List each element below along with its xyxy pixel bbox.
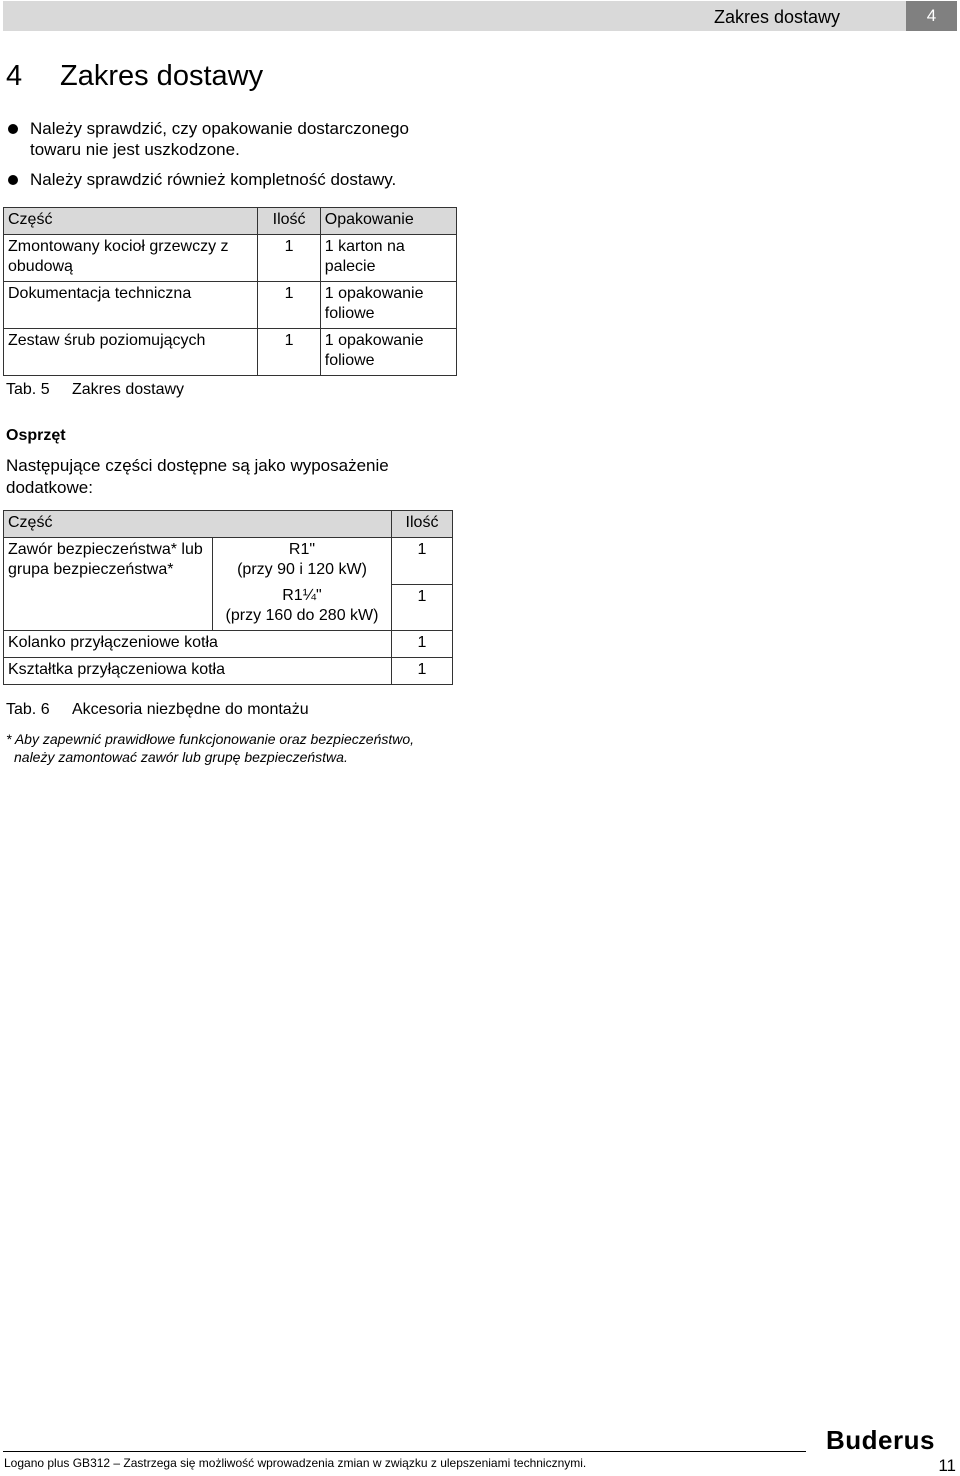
cell-part: Zawór bezpieczeństwa* lub grupa bezpieczeństwa* (4, 538, 213, 631)
cell-variant (213, 538, 392, 585)
section-subtitle: Osprzęt (6, 427, 66, 444)
footer-text: Logano plus GB312 – Zastrzega się możliwość wprowadzenia zmian w związku z ulepszeniami technicznymi. (4, 1456, 587, 1470)
bullet-item: Należy sprawdzić również kompletność dostawy. (6, 169, 460, 190)
table-header-row (4, 511, 453, 538)
bullet-list (6, 118, 460, 199)
cell-qty: 1 (392, 658, 453, 685)
chapter-number: 4 (906, 1, 957, 31)
page-title (6, 60, 263, 93)
header-bar (3, 1, 906, 31)
cell-part: Dokumentacja techniczna (4, 282, 258, 329)
heading-text: Zakres dostawy (60, 60, 264, 92)
bullet-item: Należy sprawdzić, czy opakowanie dostarczonego towaru nie jest uszkodzone. (6, 118, 460, 160)
cell-variant (213, 584, 392, 631)
table-row (4, 282, 457, 329)
cell-part: Kolanko przyłączeniowe kotła (4, 631, 392, 658)
page-number: 11 (938, 1456, 956, 1475)
heading-number: 4 (6, 60, 23, 92)
cell-qty: 1 (392, 584, 453, 631)
table-row (4, 538, 453, 585)
cell-qty: 1 (258, 235, 320, 282)
variant-size: R1¼" (282, 587, 322, 604)
cell-pack: 1 karton na palecie (320, 235, 456, 282)
header-cell-part: Część (4, 511, 392, 538)
table-caption (6, 701, 309, 719)
header-title: Zakres dostawy (713, 7, 840, 27)
header-cell-qty: Ilość (392, 511, 453, 538)
table-header-row (4, 208, 457, 235)
brand-logo: Buderus (826, 1425, 935, 1455)
cell-pack: 1 opakowanie foliowe (320, 282, 456, 329)
intro-paragraph: Następujące części dostępne są jako wyposażenie dodatkowe: (6, 456, 389, 497)
cell-part: Zmontowany kocioł grzewczy z obudową (4, 235, 258, 282)
cell-part: Kształtka przyłączeniowa kotła (4, 658, 392, 685)
delivery-table (3, 207, 457, 376)
cell-pack: 1 opakowanie foliowe (320, 329, 456, 376)
header-cell-part: Część (4, 208, 258, 235)
variant-range: (przy 90 i 120 kW) (237, 561, 367, 578)
footnote-line: * Aby zapewnić prawidłowe funkcjonowanie oraz bezpieczeństwo, (6, 731, 415, 747)
caption-text: Akcesoria niezbędne do montażu (72, 701, 309, 718)
footnote (6, 730, 414, 766)
cell-qty: 1 (392, 538, 453, 585)
caption-text: Zakres dostawy (72, 381, 185, 398)
cell-part: Zestaw śrub poziomujących (4, 329, 258, 376)
header-cell-pack: Opakowanie (320, 208, 456, 235)
table-row (4, 235, 457, 282)
table-row (4, 658, 453, 685)
accessories-table (3, 510, 453, 685)
caption-label: Tab. 6 (6, 701, 50, 718)
table-row (4, 329, 457, 376)
cell-qty: 1 (392, 631, 453, 658)
table-caption (6, 381, 184, 399)
header-cell-qty: Ilość (258, 208, 320, 235)
variant-size: R1" (288, 541, 316, 558)
footnote-line: należy zamontować zawór lub grupę bezpieczeństwa. (14, 749, 348, 765)
footer-divider (3, 1451, 806, 1452)
cell-qty: 1 (258, 329, 320, 376)
cell-qty: 1 (258, 282, 320, 329)
table-row (4, 631, 453, 658)
variant-range: (przy 160 do 280 kW) (225, 607, 379, 624)
caption-label: Tab. 5 (6, 381, 50, 398)
